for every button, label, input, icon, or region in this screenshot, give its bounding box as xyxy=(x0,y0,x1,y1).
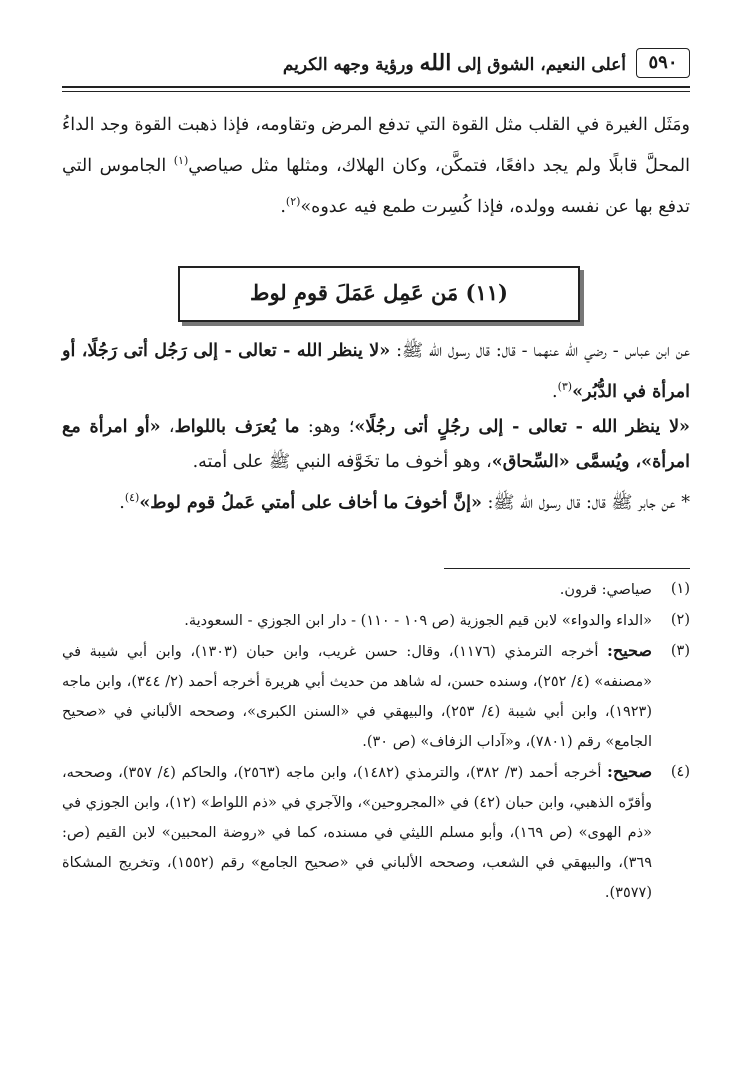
footnote-ref-3[interactable]: (٣) xyxy=(557,380,573,393)
footnote-number: (٣) xyxy=(670,643,690,659)
footnote-text: أخرجه الترمذي (١١٧٦)، وقال: حسن غريب، وابن حبان (١٣٠٣)، وابن أبي شيبة في «مصنفه» (٤/ ٢٥٢)، وسنده حسن، له شاهد من حديث أبي هريرة أخرجه أحمد (٢/ ٣٤٤)، وابن ماجه (١٩٢٣)، وابن أبي شيبة (٤/ ٢٥٣)، والبيهقي في «السنن الكبرى»، وصححه الألباني في «صحيح الجامع» رقم (٧٨٠١)، و«آداب الزفاف» (ص ٣٠). xyxy=(62,644,653,750)
hadith-2-text: «إنَّ أخوفَ ما أخاف على أمتي عَملُ قوم لوط» xyxy=(139,492,482,513)
page-header xyxy=(62,36,690,92)
running-title-allah: الله xyxy=(419,50,452,76)
footnote-2 xyxy=(62,605,690,636)
paragraph-text-continued: الجاموس التي تدفع بها عن نفسه وولده، فإذا كُسِرت طمع فيه عدوه» xyxy=(62,155,690,217)
explanation-end: ، وهو أخوف ما تخَوَّفه النبي ﷺ على أمته. xyxy=(192,451,492,472)
paragraph-jealousy xyxy=(62,108,690,225)
hadith-2-narration: * عن جابر ﷺ قال: قال رسول الله ﷺ: xyxy=(481,492,690,513)
explanation-comma: ، xyxy=(160,416,175,437)
page-number: ٥٩٠ xyxy=(636,48,690,78)
footnote-3 xyxy=(62,636,690,757)
hadith-2-end: . xyxy=(119,492,125,513)
running-title-start: أعلى النعيم، الشوق إلى xyxy=(457,55,626,75)
footnote-1 xyxy=(62,574,690,605)
footnote-text: صياصي: قرون. xyxy=(559,582,652,598)
footnote-number: (١) xyxy=(670,581,690,597)
footnote-ref-1[interactable]: (١) xyxy=(173,154,189,167)
hadith-1-end: . xyxy=(552,381,558,402)
paragraph-end: . xyxy=(280,196,286,217)
explanation-quote: «لا ينظر الله - تعالى - إلى رجُلٍ أتى رجُلًا» xyxy=(354,416,690,437)
section-title: (١١) مَن عَمِل عَمَلَ قومِ لوط xyxy=(250,280,508,305)
footnote-ref-2[interactable]: (٢) xyxy=(285,194,301,208)
footnote-ref-4[interactable]: (٤) xyxy=(124,490,140,504)
section-heading-box xyxy=(178,266,580,322)
running-title-end: ورؤية وجهه الكريم xyxy=(282,55,414,75)
footnote-number: (٢) xyxy=(670,612,690,628)
footnote-text: أخرجه أحمد (٣/ ٣٨٢)، والترمذي (١٤٨٢)، وابن ماجه (٢٥٦٣)، والحاكم (٤/ ٣٥٧)، وصححه، وأقرّه الذهبي، وابن حبان (٤٢) في «المجروحين»، والآجري في «ذم اللواط» (١٢)، وابن الجوزي في «ذم الهوى» (ص ١٦٩)، وأبو مسلم الليثي في مسنده، كما في «روضة المحبين» لابن القيم (ص: ٣٦٩)، والبيهقي في الشعب، وصححه الألباني في «صحيح الجامع» رقم (١٥٥٢)، وتخريج المشكاة (٣٥٧٧). xyxy=(62,765,653,901)
paragraph-text: ومَثَل الغيرة في القلب مثل القوة التي تدفع المرض وتقاومه، فإذا ذهبت القوة وجد الداءُ المحلَّ قابلًا ولم يجد دافعًا، فتمكَّن، وكان الهلاك، ومثلها مثل صياصي xyxy=(62,115,690,176)
footnote-label: صحيح: xyxy=(607,762,653,781)
footnotes xyxy=(62,574,690,908)
explanation-term: ما يُعرَف باللواط xyxy=(174,416,300,437)
footnote-number: (٤) xyxy=(670,764,690,780)
running-title xyxy=(283,50,626,76)
paragraph-hadith xyxy=(62,334,690,521)
header-rule xyxy=(62,86,690,92)
footnote-4 xyxy=(62,757,690,908)
footnote-text: «الداء والدواء» لابن قيم الجوزية (ص ١٠٩ - ١١٠) - دار ابن الجوزي - السعودية. xyxy=(184,613,652,629)
hadith-1-text: «لا ينظر الله - تعالى - إلى رَجُل أتى رَجُلًا، أو امرأة في الدُّبُر» xyxy=(62,341,690,402)
footnote-separator xyxy=(444,568,690,569)
hadith-1-narration: عن ابن عباس - رضي الله عنهما - قال: قال رسول الله ﷺ: xyxy=(390,341,690,361)
explanation-connector: ؛ وهو: xyxy=(299,416,355,437)
explanation-second-quote: «أو امرأة مع امرأة»، ويُسمَّى «السِّحاق» xyxy=(62,416,690,472)
footnote-label: صحيح: xyxy=(607,641,652,660)
